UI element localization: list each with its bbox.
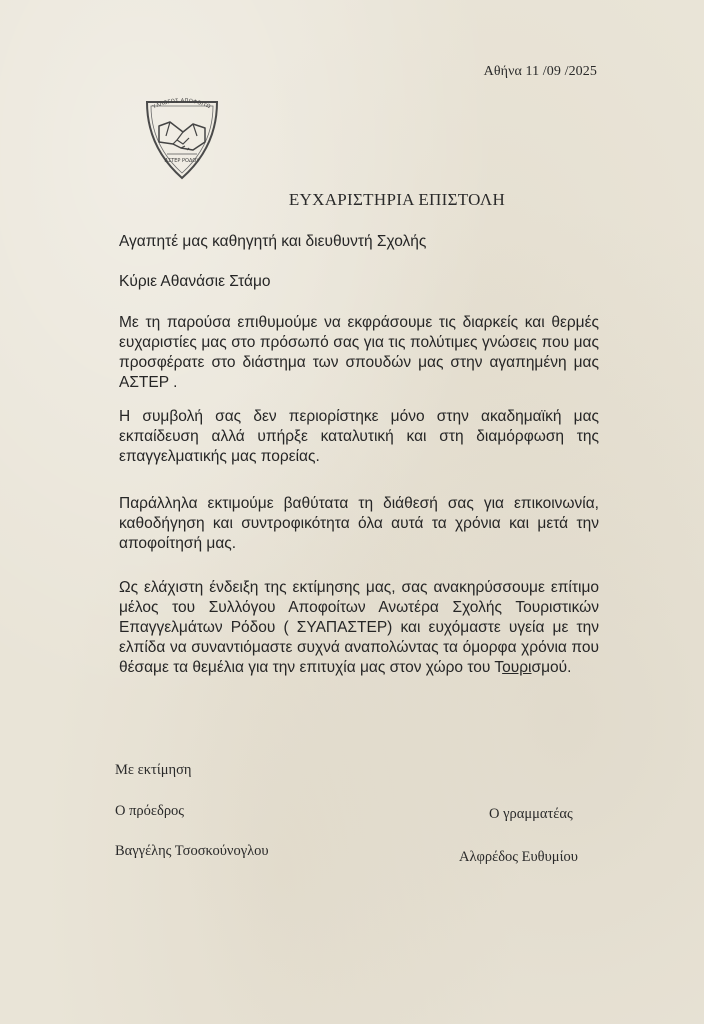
- association-seal: [137, 92, 227, 182]
- paragraph-4: [119, 578, 599, 678]
- paragraph-1: Με τη παρούσα επιθυμούμε να εκφράσουμε τις διαρκείς και θερμές ευχαριστίες μας στο πρόσωπό σας για τις πολύτιμες γνώσεις που μας προσφέρατε στο διάστημα των σπουδών μας στην αγαπημένη μας ΑΣΤΕΡ .: [119, 314, 599, 391]
- svg-text:ΣΥΛΛΟΓΟΣ ΑΠΟΦΟΙΤΩΝ: ΥΛΛΟΓΟΣ ΑΠΟΦΟΙΤΩ: [152, 97, 212, 111]
- salutation-line-2: Κύριε Αθανάσιε Στάμο: [119, 273, 271, 290]
- president-name: Βαγγέλης Τσοσκούνογλου: [115, 843, 269, 859]
- letter-title: ΕΥΧΑΡΙΣΤΗΡΙΑ ΕΠΙΣΤΟΛΗ: [288, 190, 506, 209]
- paragraph-4-underlined: ουρι: [502, 659, 532, 676]
- secretary-title: Ο γραμματέας: [489, 806, 573, 822]
- letter-date: Αθήνα 11 /09 /2025: [483, 64, 597, 79]
- secretary-name: Αλφρέδος Ευθυμίου: [459, 849, 578, 865]
- paragraph-4-end: σμού.: [531, 659, 572, 676]
- salutation-line-1: Αγαπητέ μας καθηγητή και διευθυντή Σχολής: [119, 233, 427, 250]
- handshake-shield-icon: [137, 92, 227, 182]
- paragraph-2: Η συμβολή σας δεν περιορίστηκε μόνο στην ακαδημαϊκή μας εκπαίδευση αλλά υπήρξε καταλυτική και στη διαμόρφωση της επαγγελματικής μας πορείας.: [119, 408, 599, 465]
- president-title: Ο πρόεδρος: [115, 803, 185, 819]
- svg-text:ΑΣΤΕΡ ΡΟΔΟΥ: ΑΣΤΕΡ ΡΟΔΟΥ: [164, 158, 200, 164]
- paragraph-4-main: Ως ελάχιστη ένδειξη της εκτίμησης μας, σας ανακηρύσσουμε επίτιμο μέλος του Συλλόγου Αποφοίτων Ανωτέρα Σχολής Τουριστικών Επαγγελμάτων Ρόδου ( ΣΥΑΠΑΣΤΕΡ) και ευχόμαστε υγεία με την ελπίδα να συναντιόμαστε συχνά αναπολώντας τα όμορφα χρόνια που θέσαμε τα θεμέλια για την επιτυχία μας στον χώρο του Τ: [119, 579, 599, 676]
- closing-regards: Με εκτίμηση: [115, 762, 192, 778]
- paragraph-3: Παράλληλα εκτιμούμε βαθύτατα τη διάθεσή σας για επικοινωνία, καθοδήγηση και συντροφικότητα όλα αυτά τα χρόνια και μετά την αποφοίτησή μας.: [119, 495, 599, 552]
